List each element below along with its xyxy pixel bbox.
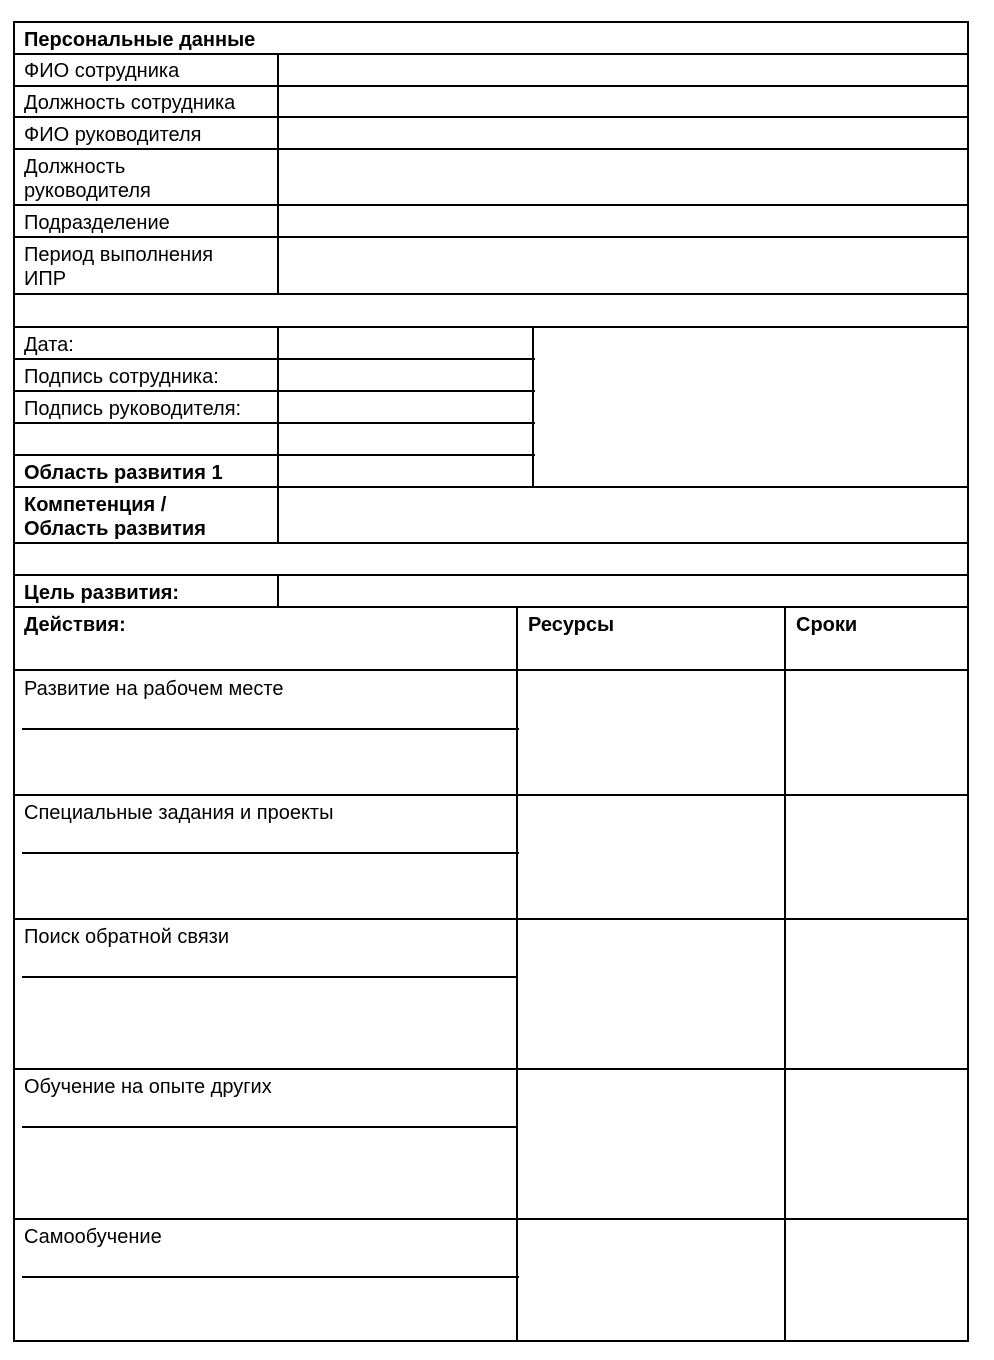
- col-divider: [784, 606, 786, 1342]
- competence-field[interactable]: [280, 488, 967, 542]
- action-row-label: Обучение на опыте других: [24, 1076, 272, 1098]
- manager-position-label-line2: руководителя: [24, 180, 151, 202]
- manager-signature-label: Подпись руководителя:: [24, 398, 242, 420]
- employee-position-label: Должность сотрудника: [24, 92, 236, 114]
- action-row-label: Специальные задания и проекты: [24, 802, 334, 824]
- row-divider: [13, 606, 969, 608]
- action-underline: [22, 976, 517, 978]
- action-row-label: Развитие на рабочем месте: [24, 678, 284, 700]
- col-divider: [277, 574, 279, 607]
- row-divider: [13, 293, 969, 295]
- action-row-label: Поиск обратной связи: [24, 926, 229, 948]
- col-divider: [277, 53, 279, 294]
- manager-signature-field[interactable]: [280, 392, 532, 422]
- manager-name-field[interactable]: [280, 118, 967, 148]
- action-underline: [22, 852, 519, 854]
- department-label: Подразделение: [24, 212, 170, 234]
- competence-label-line1: Компетенция /: [24, 494, 167, 516]
- employee-signature-label: Подпись сотрудника:: [24, 366, 219, 388]
- resources-cell[interactable]: [519, 1070, 784, 1218]
- date-field[interactable]: [280, 328, 532, 358]
- deadlines-cell[interactable]: [787, 671, 967, 794]
- action-underline: [22, 1276, 519, 1278]
- personal-heading: Персональные данные: [24, 29, 256, 51]
- manager-position-field[interactable]: [280, 150, 967, 204]
- col-divider: [277, 326, 279, 544]
- period-label-line2: ИПР: [24, 268, 67, 290]
- action-row-label: Самообучение: [24, 1226, 162, 1248]
- goal-label: Цель развития:: [24, 582, 180, 604]
- actions-header: Действия:: [24, 614, 126, 636]
- resources-cell[interactable]: [519, 796, 784, 918]
- development-area-label: Область развития 1: [24, 462, 223, 484]
- col-divider: [516, 606, 518, 1342]
- resources-cell[interactable]: [519, 920, 784, 1068]
- action-underline: [22, 1126, 517, 1128]
- department-field[interactable]: [280, 206, 967, 236]
- development-area-field[interactable]: [280, 456, 532, 486]
- col-divider: [532, 326, 534, 487]
- period-field[interactable]: [280, 238, 967, 293]
- period-label-line1: Период выполнения: [24, 244, 214, 266]
- date-label: Дата:: [24, 334, 74, 356]
- resources-cell[interactable]: [519, 1220, 784, 1340]
- deadlines-cell[interactable]: [787, 1070, 967, 1218]
- goal-field[interactable]: [280, 576, 967, 606]
- manager-name-label: ФИО руководителя: [24, 124, 202, 146]
- action-underline: [22, 728, 519, 730]
- employee-position-field[interactable]: [280, 87, 967, 116]
- deadlines-cell[interactable]: [787, 796, 967, 918]
- deadlines-cell[interactable]: [787, 920, 967, 1068]
- deadlines-header: Сроки: [796, 614, 858, 636]
- manager-position-label-line1: Должность: [24, 156, 126, 178]
- employee-name-field[interactable]: [280, 55, 967, 85]
- employee-signature-field[interactable]: [280, 360, 532, 390]
- row-divider: [13, 422, 535, 424]
- resources-cell[interactable]: [519, 671, 784, 794]
- competence-label-line2: Область развития: [24, 518, 206, 540]
- resources-header: Ресурсы: [528, 614, 615, 636]
- employee-name-label: ФИО сотрудника: [24, 60, 180, 82]
- row-divider: [13, 542, 969, 544]
- deadlines-cell[interactable]: [787, 1220, 967, 1340]
